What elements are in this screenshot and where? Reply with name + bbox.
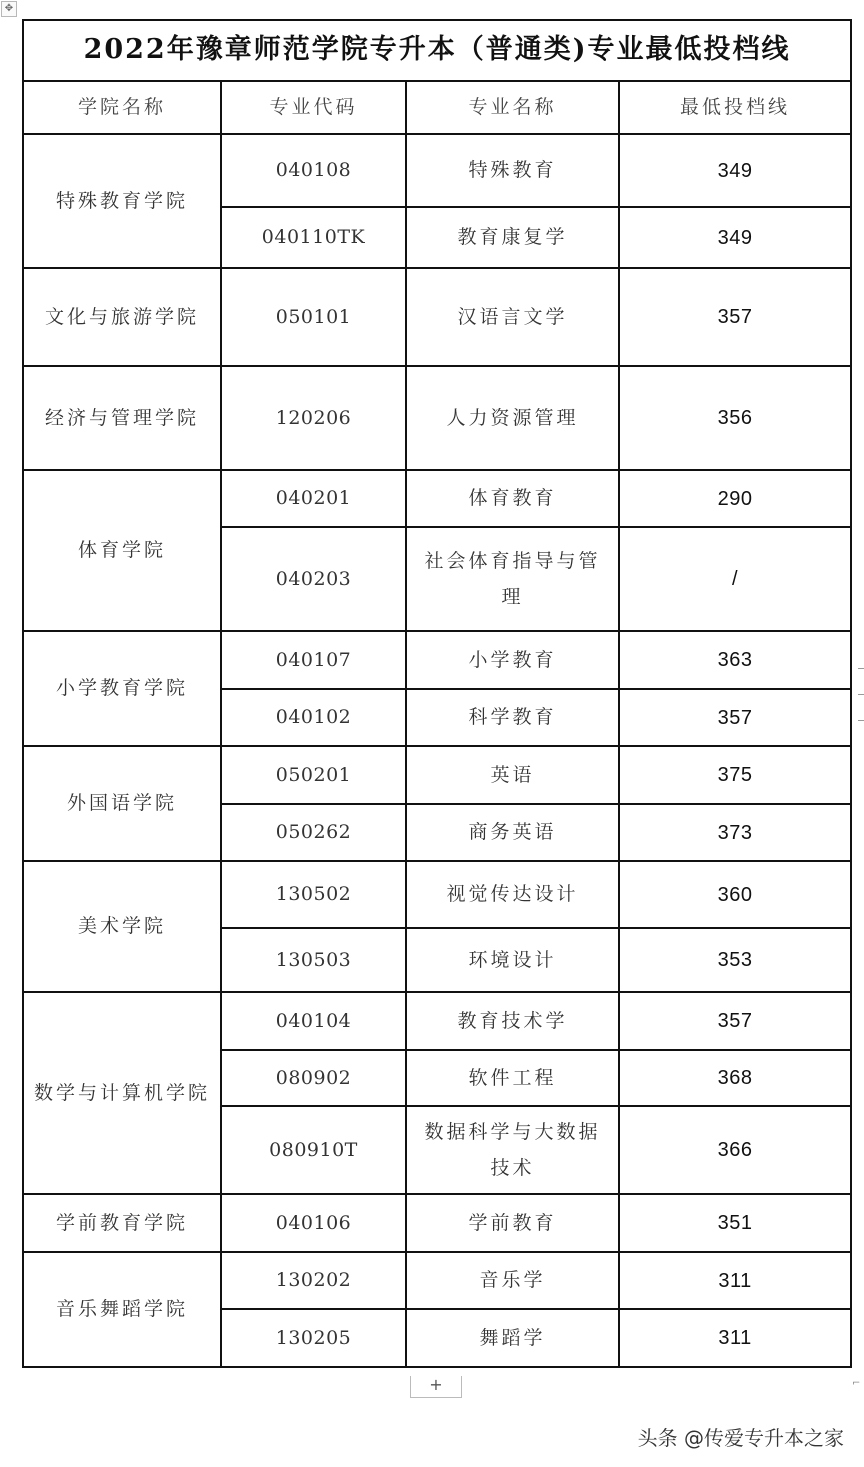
major-name-cell: 舞蹈学 [406,1309,619,1367]
major-code-cell: 130503 [221,928,406,992]
major-code-cell: 080910T [221,1106,406,1194]
table-row [23,746,851,804]
min-score-cell: 349 [619,134,851,207]
college-name-cell: 学前教育学院 [23,1194,221,1252]
college-name-cell: 美术学院 [23,861,221,992]
header-min-score: 最低投档线 [619,81,851,134]
major-name-cell: 数据科学与大数据技术 [406,1106,619,1194]
side-ruler-mark [858,720,864,721]
add-row-button[interactable]: + [410,1376,462,1398]
min-score-cell: 357 [619,992,851,1050]
major-name-cell: 体育教育 [406,470,619,527]
side-ruler-mark [858,668,864,669]
table-row [23,861,851,928]
min-score-cell: 360 [619,861,851,928]
min-score-cell: 366 [619,1106,851,1194]
major-name-cell: 科学教育 [406,689,619,746]
min-score-cell: 290 [619,470,851,527]
min-score-cell: / [619,527,851,631]
table-row [23,992,851,1050]
table-move-handle[interactable]: ✥ [1,1,17,17]
college-name-cell: 音乐舞蹈学院 [23,1252,221,1367]
min-score-cell: 357 [619,689,851,746]
major-code-cell: 130502 [221,861,406,928]
college-name-cell: 数学与计算机学院 [23,992,221,1194]
major-name-cell: 学前教育 [406,1194,619,1252]
min-score-cell: 311 [619,1252,851,1309]
major-code-cell: 040102 [221,689,406,746]
major-code-cell: 040107 [221,631,406,689]
min-score-cell: 311 [619,1309,851,1367]
major-name-cell: 社会体育指导与管理 [406,527,619,631]
header-major-name: 专业名称 [406,81,619,134]
major-code-cell: 040201 [221,470,406,527]
major-code-cell: 130205 [221,1309,406,1367]
major-name-cell: 汉语言文学 [406,268,619,366]
major-name-cell: 教育康复学 [406,207,619,268]
major-code-cell: 130202 [221,1252,406,1309]
header-major-code: 专业代码 [221,81,406,134]
table-row [23,1252,851,1309]
major-name-cell: 小学教育 [406,631,619,689]
major-name-cell: 视觉传达设计 [406,861,619,928]
major-name-cell: 英语 [406,746,619,804]
major-code-cell: 080902 [221,1050,406,1106]
major-code-cell: 040110TK [221,207,406,268]
table-row [23,134,851,207]
major-code-cell: 050101 [221,268,406,366]
table-row [23,631,851,689]
major-code-cell: 040106 [221,1194,406,1252]
min-score-cell: 349 [619,207,851,268]
major-name-cell: 教育技术学 [406,992,619,1050]
header-college: 学院名称 [23,81,221,134]
min-score-cell: 356 [619,366,851,470]
college-name-cell: 体育学院 [23,470,221,631]
watermark: 头条 @传爱专升本之家 [637,1426,844,1450]
major-code-cell: 050262 [221,804,406,861]
min-score-cell: 363 [619,631,851,689]
table-row [23,470,851,527]
college-name-cell: 文化与旅游学院 [23,268,221,366]
side-ruler-mark [858,694,864,695]
college-name-cell: 外国语学院 [23,746,221,861]
major-name-cell: 环境设计 [406,928,619,992]
major-code-cell: 120206 [221,366,406,470]
min-score-cell: 357 [619,268,851,366]
admission-score-table [22,19,852,1368]
table-row [23,1194,851,1252]
min-score-cell: 351 [619,1194,851,1252]
min-score-cell: 353 [619,928,851,992]
college-name-cell: 经济与管理学院 [23,366,221,470]
major-name-cell: 音乐学 [406,1252,619,1309]
min-score-cell: 375 [619,746,851,804]
major-name-cell: 人力资源管理 [406,366,619,470]
major-code-cell: 040108 [221,134,406,207]
college-name-cell: 小学教育学院 [23,631,221,746]
min-score-cell: 368 [619,1050,851,1106]
min-score-cell: 373 [619,804,851,861]
table-row [23,268,851,366]
table-row [23,366,851,470]
resize-corner-icon[interactable]: ⌐ [852,1378,861,1389]
major-name-cell: 特殊教育 [406,134,619,207]
major-code-cell: 050201 [221,746,406,804]
major-name-cell: 软件工程 [406,1050,619,1106]
college-name-cell: 特殊教育学院 [23,134,221,268]
major-code-cell: 040104 [221,992,406,1050]
table-title: 2022年豫章师范学院专升本（普通类)专业最低投档线 [23,20,851,81]
major-code-cell: 040203 [221,527,406,631]
major-name-cell: 商务英语 [406,804,619,861]
